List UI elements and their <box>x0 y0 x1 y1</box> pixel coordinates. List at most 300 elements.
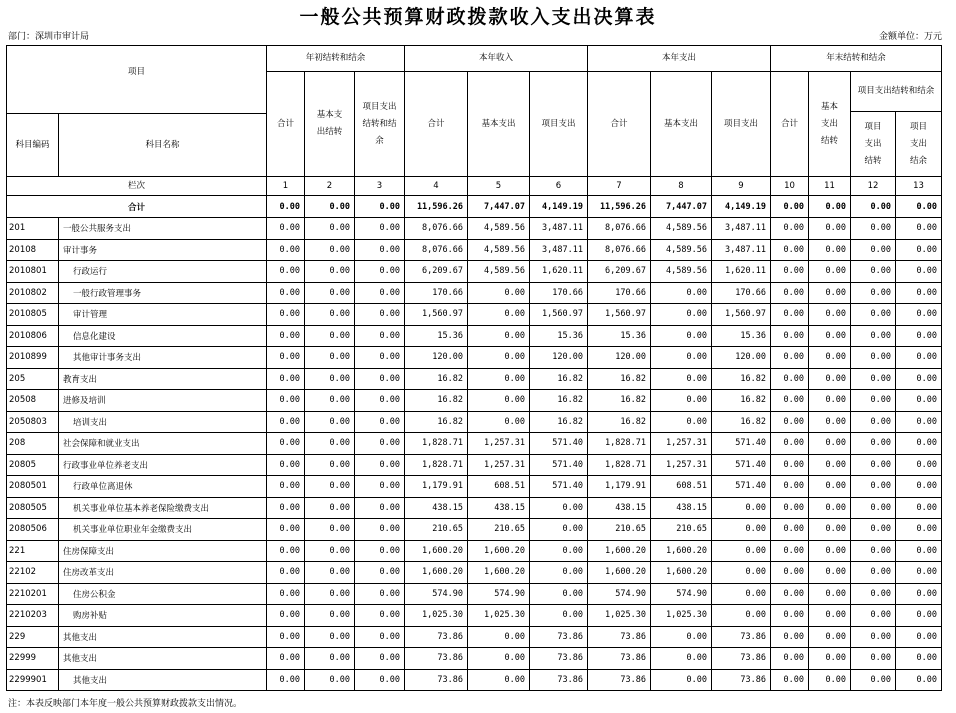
subject-code: 229 <box>7 626 59 648</box>
value-cell: 0.00 <box>267 626 305 648</box>
value-cell: 1,025.30 <box>405 605 468 627</box>
value-cell: 8,076.66 <box>588 239 651 261</box>
value-cell: 0.00 <box>305 368 355 390</box>
value-cell: 0.00 <box>468 411 530 433</box>
value-cell: 8,076.66 <box>405 239 468 261</box>
value-cell: 0.00 <box>851 669 896 691</box>
value-cell: 0.00 <box>305 626 355 648</box>
value-cell: 1,828.71 <box>588 433 651 455</box>
value-cell: 0.00 <box>851 282 896 304</box>
value-cell: 0.00 <box>809 239 851 261</box>
table-row <box>7 454 942 476</box>
value-cell: 0.00 <box>305 540 355 562</box>
value-cell: 0.00 <box>896 239 942 261</box>
value-cell: 0.00 <box>651 304 712 326</box>
value-cell: 0.00 <box>355 218 405 240</box>
value-cell: 16.82 <box>712 411 771 433</box>
value-cell: 0.00 <box>809 605 851 627</box>
value-cell: 0.00 <box>809 540 851 562</box>
value-cell: 438.15 <box>468 497 530 519</box>
subject-code: 2210203 <box>7 605 59 627</box>
value-cell: 0.00 <box>305 562 355 584</box>
col-num: 5 <box>468 177 530 196</box>
value-cell: 0.00 <box>355 476 405 498</box>
table-row <box>7 304 942 326</box>
subject-name: 其他支出 <box>59 626 267 648</box>
subject-code: 205 <box>7 368 59 390</box>
data-rows <box>7 218 942 691</box>
value-cell: 0.00 <box>267 605 305 627</box>
value-cell: 0.00 <box>712 519 771 541</box>
value-cell: 3,487.11 <box>530 218 588 240</box>
value-cell: 0.00 <box>267 347 305 369</box>
value-cell: 0.00 <box>771 562 809 584</box>
value-cell: 438.15 <box>405 497 468 519</box>
value-cell: 0.00 <box>896 433 942 455</box>
col-num: 13 <box>896 177 942 196</box>
col-num: 4 <box>405 177 468 196</box>
value-cell: 1,600.20 <box>651 562 712 584</box>
value-cell: 0.00 <box>896 583 942 605</box>
value-cell: 0.00 <box>267 583 305 605</box>
value-cell: 0.00 <box>267 454 305 476</box>
value-cell: 1,620.11 <box>530 261 588 283</box>
value-cell: 574.90 <box>468 583 530 605</box>
value-cell: 0.00 <box>851 476 896 498</box>
footnote: 注：本表反映部门本年度一般公共预算财政拨款支出情况。 <box>8 699 243 709</box>
total-cell: 0.00 <box>809 196 851 218</box>
value-cell: 1,025.30 <box>651 605 712 627</box>
value-cell: 0.00 <box>305 390 355 412</box>
subject-name: 社会保障和就业支出 <box>59 433 267 455</box>
subject-code: 20805 <box>7 454 59 476</box>
header-row-1 <box>7 46 942 72</box>
value-cell: 0.00 <box>267 476 305 498</box>
value-cell: 0.00 <box>771 476 809 498</box>
value-cell: 120.00 <box>712 347 771 369</box>
value-cell: 16.82 <box>530 390 588 412</box>
value-cell: 571.40 <box>712 454 771 476</box>
value-cell: 0.00 <box>896 540 942 562</box>
value-cell: 0.00 <box>468 626 530 648</box>
table-row <box>7 390 942 412</box>
value-cell: 0.00 <box>355 239 405 261</box>
value-cell: 0.00 <box>896 454 942 476</box>
header-expense-basic: 基本支出 <box>651 72 712 177</box>
value-cell: 0.00 <box>851 562 896 584</box>
subject-name: 行政运行 <box>59 261 267 283</box>
value-cell: 608.51 <box>651 476 712 498</box>
total-cell: 4,149.19 <box>712 196 771 218</box>
department-label: 部门：深圳市审计局 <box>8 32 90 42</box>
value-cell: 1,600.20 <box>651 540 712 562</box>
value-cell: 0.00 <box>267 239 305 261</box>
value-cell: 0.00 <box>267 648 305 670</box>
table-row <box>7 433 942 455</box>
value-cell: 0.00 <box>771 368 809 390</box>
subject-name: 行政单位离退休 <box>59 476 267 498</box>
value-cell: 0.00 <box>851 540 896 562</box>
value-cell: 0.00 <box>771 325 809 347</box>
value-cell: 0.00 <box>355 519 405 541</box>
header-group-begin: 年初结转和结余 <box>267 46 405 72</box>
col-num: 6 <box>530 177 588 196</box>
value-cell: 0.00 <box>355 368 405 390</box>
value-cell: 0.00 <box>305 497 355 519</box>
column-number-row <box>7 177 942 196</box>
header-group-expense: 本年支出 <box>588 46 771 72</box>
value-cell: 15.36 <box>712 325 771 347</box>
subject-name: 其他支出 <box>59 669 267 691</box>
value-cell: 0.00 <box>896 605 942 627</box>
value-cell: 0.00 <box>651 347 712 369</box>
value-cell: 0.00 <box>267 261 305 283</box>
value-cell: 1,828.71 <box>405 433 468 455</box>
value-cell: 0.00 <box>771 433 809 455</box>
subject-name: 进修及培训 <box>59 390 267 412</box>
subject-name: 住房保障支出 <box>59 540 267 562</box>
value-cell: 1,560.97 <box>405 304 468 326</box>
header-income-basic: 基本支出 <box>468 72 530 177</box>
header-end-total: 合计 <box>771 72 809 177</box>
page-title: 一般公共预算财政拨款收入支出决算表 <box>299 6 657 28</box>
value-cell: 0.00 <box>809 411 851 433</box>
header-code: 科目编码 <box>7 114 59 177</box>
value-cell: 16.82 <box>712 368 771 390</box>
value-cell: 0.00 <box>267 497 305 519</box>
value-cell: 16.82 <box>405 411 468 433</box>
table-row <box>7 411 942 433</box>
value-cell: 0.00 <box>771 304 809 326</box>
value-cell: 16.82 <box>588 390 651 412</box>
value-cell: 210.65 <box>588 519 651 541</box>
value-cell: 15.36 <box>405 325 468 347</box>
value-cell: 0.00 <box>355 454 405 476</box>
value-cell: 4,589.56 <box>468 261 530 283</box>
value-cell: 0.00 <box>651 282 712 304</box>
value-cell: 0.00 <box>851 368 896 390</box>
value-cell: 0.00 <box>355 261 405 283</box>
col-num: 7 <box>588 177 651 196</box>
value-cell: 0.00 <box>771 605 809 627</box>
table-row <box>7 497 942 519</box>
value-cell: 0.00 <box>530 497 588 519</box>
total-cell: 11,596.26 <box>405 196 468 218</box>
value-cell: 0.00 <box>771 497 809 519</box>
value-cell: 0.00 <box>530 605 588 627</box>
total-cell: 0.00 <box>771 196 809 218</box>
value-cell: 4,589.56 <box>468 218 530 240</box>
value-cell: 3,487.11 <box>712 218 771 240</box>
value-cell: 73.86 <box>530 648 588 670</box>
subject-name: 培训支出 <box>59 411 267 433</box>
value-cell: 3,487.11 <box>530 239 588 261</box>
value-cell: 170.66 <box>530 282 588 304</box>
value-cell: 0.00 <box>896 669 942 691</box>
header-name: 科目名称 <box>59 114 267 177</box>
value-cell: 0.00 <box>355 626 405 648</box>
total-label: 合计 <box>7 196 267 218</box>
value-cell: 571.40 <box>712 476 771 498</box>
table-row <box>7 239 942 261</box>
value-cell: 0.00 <box>305 583 355 605</box>
value-cell: 0.00 <box>267 368 305 390</box>
value-cell: 0.00 <box>896 325 942 347</box>
value-cell: 0.00 <box>809 583 851 605</box>
value-cell: 0.00 <box>771 347 809 369</box>
value-cell: 0.00 <box>651 368 712 390</box>
value-cell: 120.00 <box>405 347 468 369</box>
value-cell: 0.00 <box>651 626 712 648</box>
value-cell: 0.00 <box>712 605 771 627</box>
col-num: 9 <box>712 177 771 196</box>
total-cell: 4,149.19 <box>530 196 588 218</box>
value-cell: 0.00 <box>851 497 896 519</box>
subject-name: 一般公共服务支出 <box>59 218 267 240</box>
value-cell: 0.00 <box>267 282 305 304</box>
subject-name: 机关事业单位基本养老保险缴费支出 <box>59 497 267 519</box>
subject-code: 2080505 <box>7 497 59 519</box>
value-cell: 0.00 <box>771 648 809 670</box>
total-cell: 0.00 <box>355 196 405 218</box>
value-cell: 0.00 <box>896 648 942 670</box>
value-cell: 8,076.66 <box>588 218 651 240</box>
table-row <box>7 368 942 390</box>
value-cell: 73.86 <box>405 626 468 648</box>
value-cell: 0.00 <box>809 669 851 691</box>
value-cell: 1,257.31 <box>651 433 712 455</box>
subject-code: 20508 <box>7 390 59 412</box>
value-cell: 0.00 <box>771 626 809 648</box>
value-cell: 0.00 <box>851 433 896 455</box>
header-income-total: 合计 <box>405 72 468 177</box>
value-cell: 0.00 <box>809 325 851 347</box>
subject-name: 行政事业单位养老支出 <box>59 454 267 476</box>
value-cell: 0.00 <box>809 368 851 390</box>
value-cell: 0.00 <box>896 562 942 584</box>
col-num: 11 <box>809 177 851 196</box>
value-cell: 73.86 <box>712 648 771 670</box>
value-cell: 0.00 <box>468 648 530 670</box>
value-cell: 571.40 <box>712 433 771 455</box>
value-cell: 0.00 <box>468 390 530 412</box>
value-cell: 0.00 <box>305 218 355 240</box>
value-cell: 0.00 <box>851 519 896 541</box>
value-cell: 0.00 <box>851 454 896 476</box>
value-cell: 0.00 <box>305 669 355 691</box>
header-begin-project: 项目支出结转和结余 <box>355 72 405 177</box>
value-cell: 16.82 <box>405 368 468 390</box>
subject-code: 2050803 <box>7 411 59 433</box>
header-end-project-group: 项目支出结转和结余 <box>851 72 942 112</box>
value-cell: 0.00 <box>355 562 405 584</box>
value-cell: 0.00 <box>468 325 530 347</box>
value-cell: 0.00 <box>771 454 809 476</box>
value-cell: 0.00 <box>468 347 530 369</box>
value-cell: 0.00 <box>896 390 942 412</box>
value-cell: 15.36 <box>588 325 651 347</box>
value-cell: 16.82 <box>530 411 588 433</box>
subject-code: 2010899 <box>7 347 59 369</box>
value-cell: 0.00 <box>851 411 896 433</box>
value-cell: 0.00 <box>896 476 942 498</box>
total-cell: 7,447.07 <box>651 196 712 218</box>
value-cell: 16.82 <box>530 368 588 390</box>
value-cell: 571.40 <box>530 454 588 476</box>
subject-code: 22999 <box>7 648 59 670</box>
value-cell: 438.15 <box>651 497 712 519</box>
header-begin-basic: 基本支出结转 <box>305 72 355 177</box>
value-cell: 0.00 <box>712 497 771 519</box>
value-cell: 210.65 <box>468 519 530 541</box>
value-cell: 574.90 <box>651 583 712 605</box>
value-cell: 0.00 <box>267 519 305 541</box>
value-cell: 0.00 <box>355 605 405 627</box>
value-cell: 16.82 <box>712 390 771 412</box>
value-cell: 0.00 <box>809 562 851 584</box>
value-cell: 1,600.20 <box>405 562 468 584</box>
col-num: 1 <box>267 177 305 196</box>
subject-code: 2010801 <box>7 261 59 283</box>
subject-code: 2210201 <box>7 583 59 605</box>
value-cell: 0.00 <box>771 540 809 562</box>
table-row <box>7 583 942 605</box>
subject-name: 审计事务 <box>59 239 267 261</box>
value-cell: 4,589.56 <box>651 218 712 240</box>
value-cell: 0.00 <box>267 433 305 455</box>
subject-code: 2299901 <box>7 669 59 691</box>
value-cell: 0.00 <box>530 583 588 605</box>
subject-name: 购房补贴 <box>59 605 267 627</box>
value-cell: 0.00 <box>468 368 530 390</box>
value-cell: 16.82 <box>405 390 468 412</box>
value-cell: 73.86 <box>530 669 588 691</box>
value-cell: 0.00 <box>896 519 942 541</box>
unit-label: 金额单位：万元 <box>878 32 942 42</box>
value-cell: 1,257.31 <box>468 454 530 476</box>
value-cell: 0.00 <box>267 669 305 691</box>
value-cell: 0.00 <box>896 261 942 283</box>
value-cell: 0.00 <box>896 626 942 648</box>
col-num: 10 <box>771 177 809 196</box>
value-cell: 0.00 <box>355 540 405 562</box>
header-begin-total: 合计 <box>267 72 305 177</box>
value-cell: 0.00 <box>809 282 851 304</box>
value-cell: 0.00 <box>712 583 771 605</box>
value-cell: 0.00 <box>851 239 896 261</box>
value-cell: 0.00 <box>809 648 851 670</box>
value-cell: 0.00 <box>896 347 942 369</box>
value-cell: 0.00 <box>651 648 712 670</box>
value-cell: 0.00 <box>771 669 809 691</box>
value-cell: 1,179.91 <box>588 476 651 498</box>
value-cell: 0.00 <box>809 433 851 455</box>
table-row <box>7 282 942 304</box>
value-cell: 0.00 <box>305 605 355 627</box>
value-cell: 0.00 <box>809 218 851 240</box>
value-cell: 0.00 <box>468 669 530 691</box>
value-cell: 0.00 <box>896 497 942 519</box>
header-item: 项目 <box>7 46 267 114</box>
value-cell: 1,828.71 <box>405 454 468 476</box>
value-cell: 15.36 <box>530 325 588 347</box>
value-cell: 0.00 <box>851 261 896 283</box>
value-cell: 0.00 <box>771 411 809 433</box>
total-cell: 0.00 <box>896 196 942 218</box>
value-cell: 210.65 <box>405 519 468 541</box>
value-cell: 0.00 <box>771 282 809 304</box>
value-cell: 0.00 <box>267 304 305 326</box>
value-cell: 0.00 <box>305 325 355 347</box>
col-num: 3 <box>355 177 405 196</box>
value-cell: 0.00 <box>851 304 896 326</box>
value-cell: 4,589.56 <box>651 239 712 261</box>
header-group-income: 本年收入 <box>405 46 588 72</box>
header-group-end: 年末结转和结余 <box>771 46 942 72</box>
value-cell: 0.00 <box>355 583 405 605</box>
subject-code: 221 <box>7 540 59 562</box>
value-cell: 0.00 <box>305 476 355 498</box>
table-row <box>7 325 942 347</box>
value-cell: 1,600.20 <box>588 540 651 562</box>
value-cell: 574.90 <box>405 583 468 605</box>
subject-name: 住房公积金 <box>59 583 267 605</box>
table-row <box>7 347 942 369</box>
subject-name: 审计管理 <box>59 304 267 326</box>
value-cell: 1,600.20 <box>588 562 651 584</box>
value-cell: 0.00 <box>267 218 305 240</box>
value-cell: 0.00 <box>771 218 809 240</box>
value-cell: 0.00 <box>851 626 896 648</box>
value-cell: 0.00 <box>355 282 405 304</box>
value-cell: 0.00 <box>809 626 851 648</box>
value-cell: 0.00 <box>809 454 851 476</box>
table-row <box>7 261 942 283</box>
value-cell: 0.00 <box>267 562 305 584</box>
value-cell: 0.00 <box>267 540 305 562</box>
header-expense-total: 合计 <box>588 72 651 177</box>
value-cell: 0.00 <box>771 390 809 412</box>
value-cell: 170.66 <box>405 282 468 304</box>
value-cell: 0.00 <box>651 411 712 433</box>
value-cell: 0.00 <box>355 648 405 670</box>
value-cell: 1,560.97 <box>712 304 771 326</box>
value-cell: 4,589.56 <box>651 261 712 283</box>
value-cell: 0.00 <box>267 390 305 412</box>
value-cell: 0.00 <box>712 562 771 584</box>
value-cell: 0.00 <box>355 497 405 519</box>
value-cell: 0.00 <box>851 390 896 412</box>
header-income-project: 项目支出 <box>530 72 588 177</box>
subject-name: 信息化建设 <box>59 325 267 347</box>
value-cell: 0.00 <box>530 519 588 541</box>
value-cell: 0.00 <box>468 304 530 326</box>
value-cell: 170.66 <box>712 282 771 304</box>
value-cell: 0.00 <box>809 476 851 498</box>
subject-code: 2080506 <box>7 519 59 541</box>
value-cell: 16.82 <box>588 411 651 433</box>
col-num: 2 <box>305 177 355 196</box>
subject-name: 教育支出 <box>59 368 267 390</box>
value-cell: 120.00 <box>530 347 588 369</box>
value-cell: 608.51 <box>468 476 530 498</box>
value-cell: 0.00 <box>305 411 355 433</box>
value-cell: 16.82 <box>588 368 651 390</box>
value-cell: 0.00 <box>896 411 942 433</box>
value-cell: 6,209.67 <box>588 261 651 283</box>
value-cell: 0.00 <box>851 605 896 627</box>
value-cell: 1,025.30 <box>468 605 530 627</box>
